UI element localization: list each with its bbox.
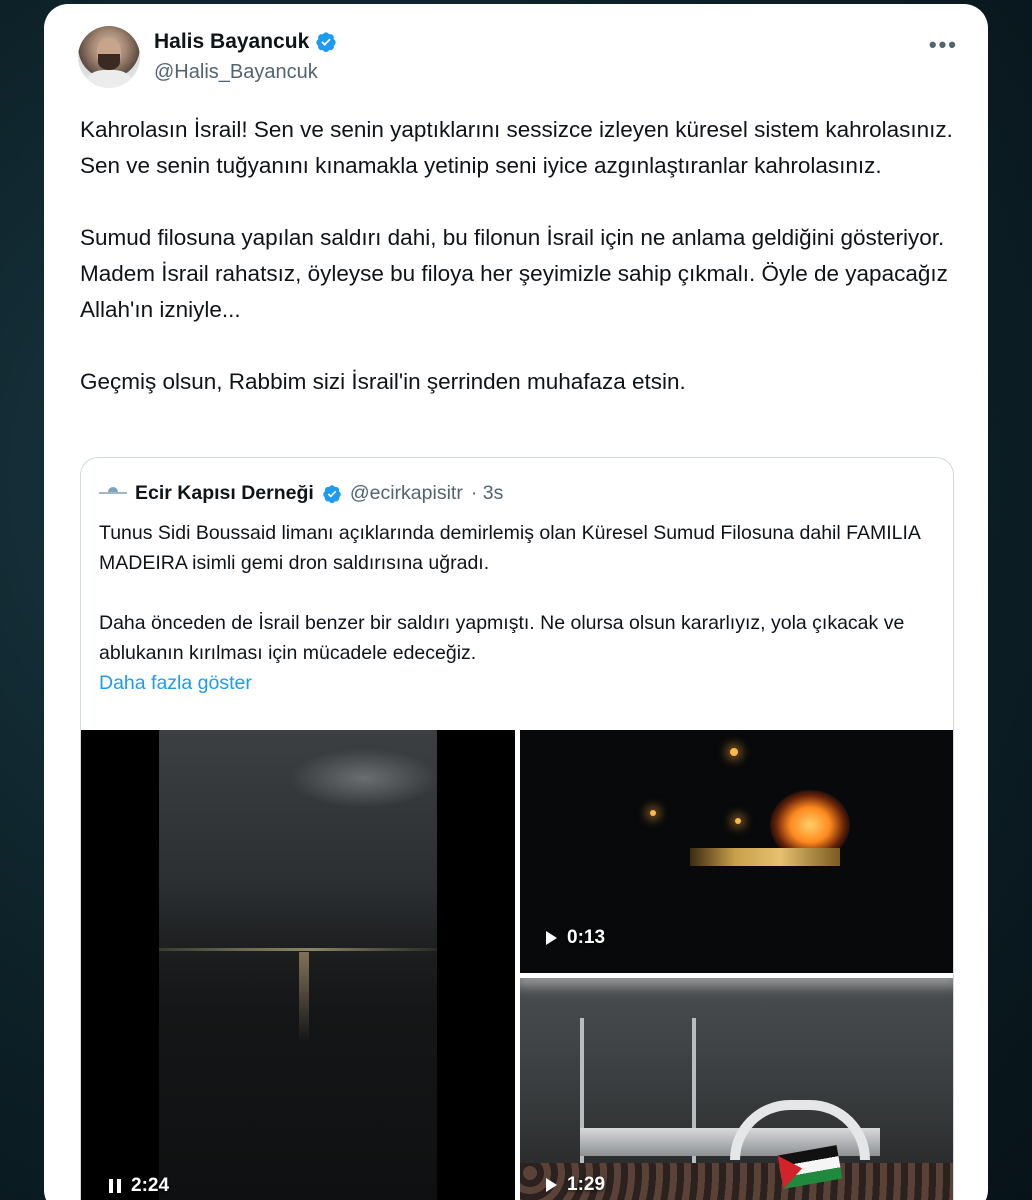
- video-thumbnail[interactable]: [520, 978, 954, 1200]
- quoted-tweet-time[interactable]: · 3s: [470, 482, 504, 504]
- tweet-paragraph: Sumud filosuna yapılan saldırı dahi, bu filonun İsrail için ne anlama geldiğini gösteriyor. Madem İsrail rahatsız, öyleyse bu filoya her şeyimizle sahip çıkmalı. Öyle de yapacağız Allah'ın izniyle...: [80, 225, 948, 322]
- video-duration: 0:13: [567, 927, 606, 948]
- play-icon[interactable]: [546, 1178, 557, 1192]
- quoted-paragraph: Daha önceden de İsrail benzer bir saldırı yapmıştı. Ne olursa olsun kararlıyız, yola çıkacak ve ablukanın kırılması için mücadele edeceğiz.: [99, 612, 905, 664]
- quoted-tweet-body: [99, 518, 929, 698]
- video-duration: 1:29: [567, 1174, 606, 1195]
- tweet-body: [80, 112, 960, 436]
- more-options-icon[interactable]: •••: [928, 32, 958, 57]
- tweet-card: [44, 4, 988, 1200]
- media-grid: [81, 730, 954, 1200]
- tweet-paragraph: Geçmiş olsun, Rabbim sizi İsrail'in şerrinden muhafaza etsin.: [80, 369, 686, 394]
- show-more-link[interactable]: Daha fazla göster: [99, 672, 252, 694]
- video-thumbnail[interactable]: [520, 730, 954, 973]
- author-handle[interactable]: @Halis_Bayancuk: [154, 61, 318, 83]
- tweet-header: [78, 26, 958, 96]
- verified-badge-icon: [315, 31, 337, 53]
- video-duration-badge: [546, 1174, 605, 1196]
- quoted-tweet[interactable]: [80, 457, 954, 1200]
- video-duration: 2:24: [131, 1175, 170, 1196]
- video-duration-badge: [109, 1175, 169, 1197]
- video-duration-badge: [546, 927, 605, 949]
- quoted-paragraph: Tunus Sidi Boussaid limanı açıklarında demirlemiş olan Küresel Sumud Filosuna dahil FAMILIA MADEIRA isimli gemi dron saldırısına uğradı.: [99, 522, 920, 574]
- quoted-author-logo-icon: [99, 487, 127, 501]
- video-thumbnail[interactable]: [81, 730, 515, 1200]
- quoted-author-name[interactable]: Ecir Kapısı Derneği: [135, 482, 314, 504]
- author-name-row: [154, 30, 337, 54]
- pause-icon[interactable]: [109, 1179, 121, 1193]
- play-icon[interactable]: [546, 931, 557, 945]
- author-name[interactable]: Halis Bayancuk: [154, 30, 310, 53]
- tweet-paragraph: Kahrolasın İsrail! Sen ve senin yaptıklarını sessizce izleyen küresel sistem kahrolasınız. Sen ve senin tuğyanını kınamakla yetinip seni iyice azgınlaştıranlar kahrolasınız.: [80, 117, 953, 178]
- verified-badge-icon: [322, 484, 342, 504]
- avatar[interactable]: [78, 26, 140, 88]
- quoted-tweet-header: [99, 482, 503, 505]
- quoted-author-handle[interactable]: @ecirkapisitr: [349, 482, 463, 504]
